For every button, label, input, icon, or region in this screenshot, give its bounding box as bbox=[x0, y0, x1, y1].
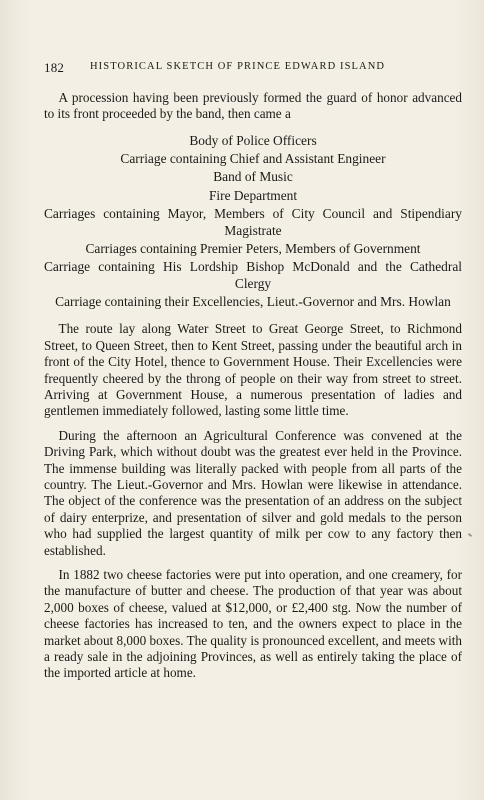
conference-paragraph: During the afternoon an Agricultural Conference was convened at the Driving Park, which without doubt was the greatest ever held in the Province. The immense building was literally packed with people from all parts of the country. The Lieut.-Governor and Mrs. Howlan were likewise in attendance. The object of the conference was the presentation of an address on the subject of dairy enterprize, and presentation of silver and gold medals to the person who had supplied the largest quantity of milk per cow to any factory then established. bbox=[44, 427, 462, 558]
procession-item: Carriages containing Mayor, Members of City Council and Stipendiary Magistrate bbox=[44, 206, 462, 238]
running-head: HISTORICAL SKETCH OF PRINCE EDWARD ISLAND bbox=[90, 61, 386, 72]
procession-item: Carriages containing Premier Peters, Members of Government bbox=[85, 241, 421, 257]
ink-speck bbox=[468, 533, 472, 537]
cheese-factories-paragraph: In 1882 two cheese factories were put into operation, and one creamery, for the manufacture of butter and cheese. The production of that year was about 2,000 boxes of cheese, valued at $12,000, or £2,400 stg. Now the number of cheese factories has increased to ten, and the owners expect to place in the market about 8,000 boxes. The quality is pronounced excellent, and meets with a ready sale in the adjoining Provinces, as well as entirely taking the place of the imported article at home. bbox=[44, 566, 462, 681]
procession-item: Fire Department bbox=[208, 187, 298, 203]
procession-item: Band of Music bbox=[213, 169, 293, 185]
intro-paragraph: A procession having been previously formed the guard of honor advanced to its front proceeded by the band, then came a bbox=[44, 90, 462, 122]
procession-item: Body of Police Officers bbox=[189, 132, 317, 148]
page-header bbox=[44, 60, 462, 74]
procession-item: Carriage containing His Lordship Bishop McDonald and the Cathedral Clergy bbox=[44, 259, 462, 292]
body-text bbox=[44, 90, 462, 682]
procession-item: Carriage containing Chief and Assistant Engineer bbox=[120, 151, 386, 167]
page-number: 182 bbox=[44, 60, 65, 75]
procession-list bbox=[44, 133, 462, 311]
procession-item: Carriage containing their Excellencies, Lieut.-Governor and Mrs. Howlan bbox=[55, 294, 451, 310]
route-paragraph: The route lay along Water Street to Great George Street, to Richmond Street, to Queen Street, then to Kent Street, passing under the beautiful arch in front of the City Hotel, thence to Government House. Their Excellencies were frequently cheered by the throng of people on their way from street to street. Arriving at Government House, a numerous presentation of ladies and gentlemen immediately followed, lasting some little time. bbox=[44, 321, 462, 419]
